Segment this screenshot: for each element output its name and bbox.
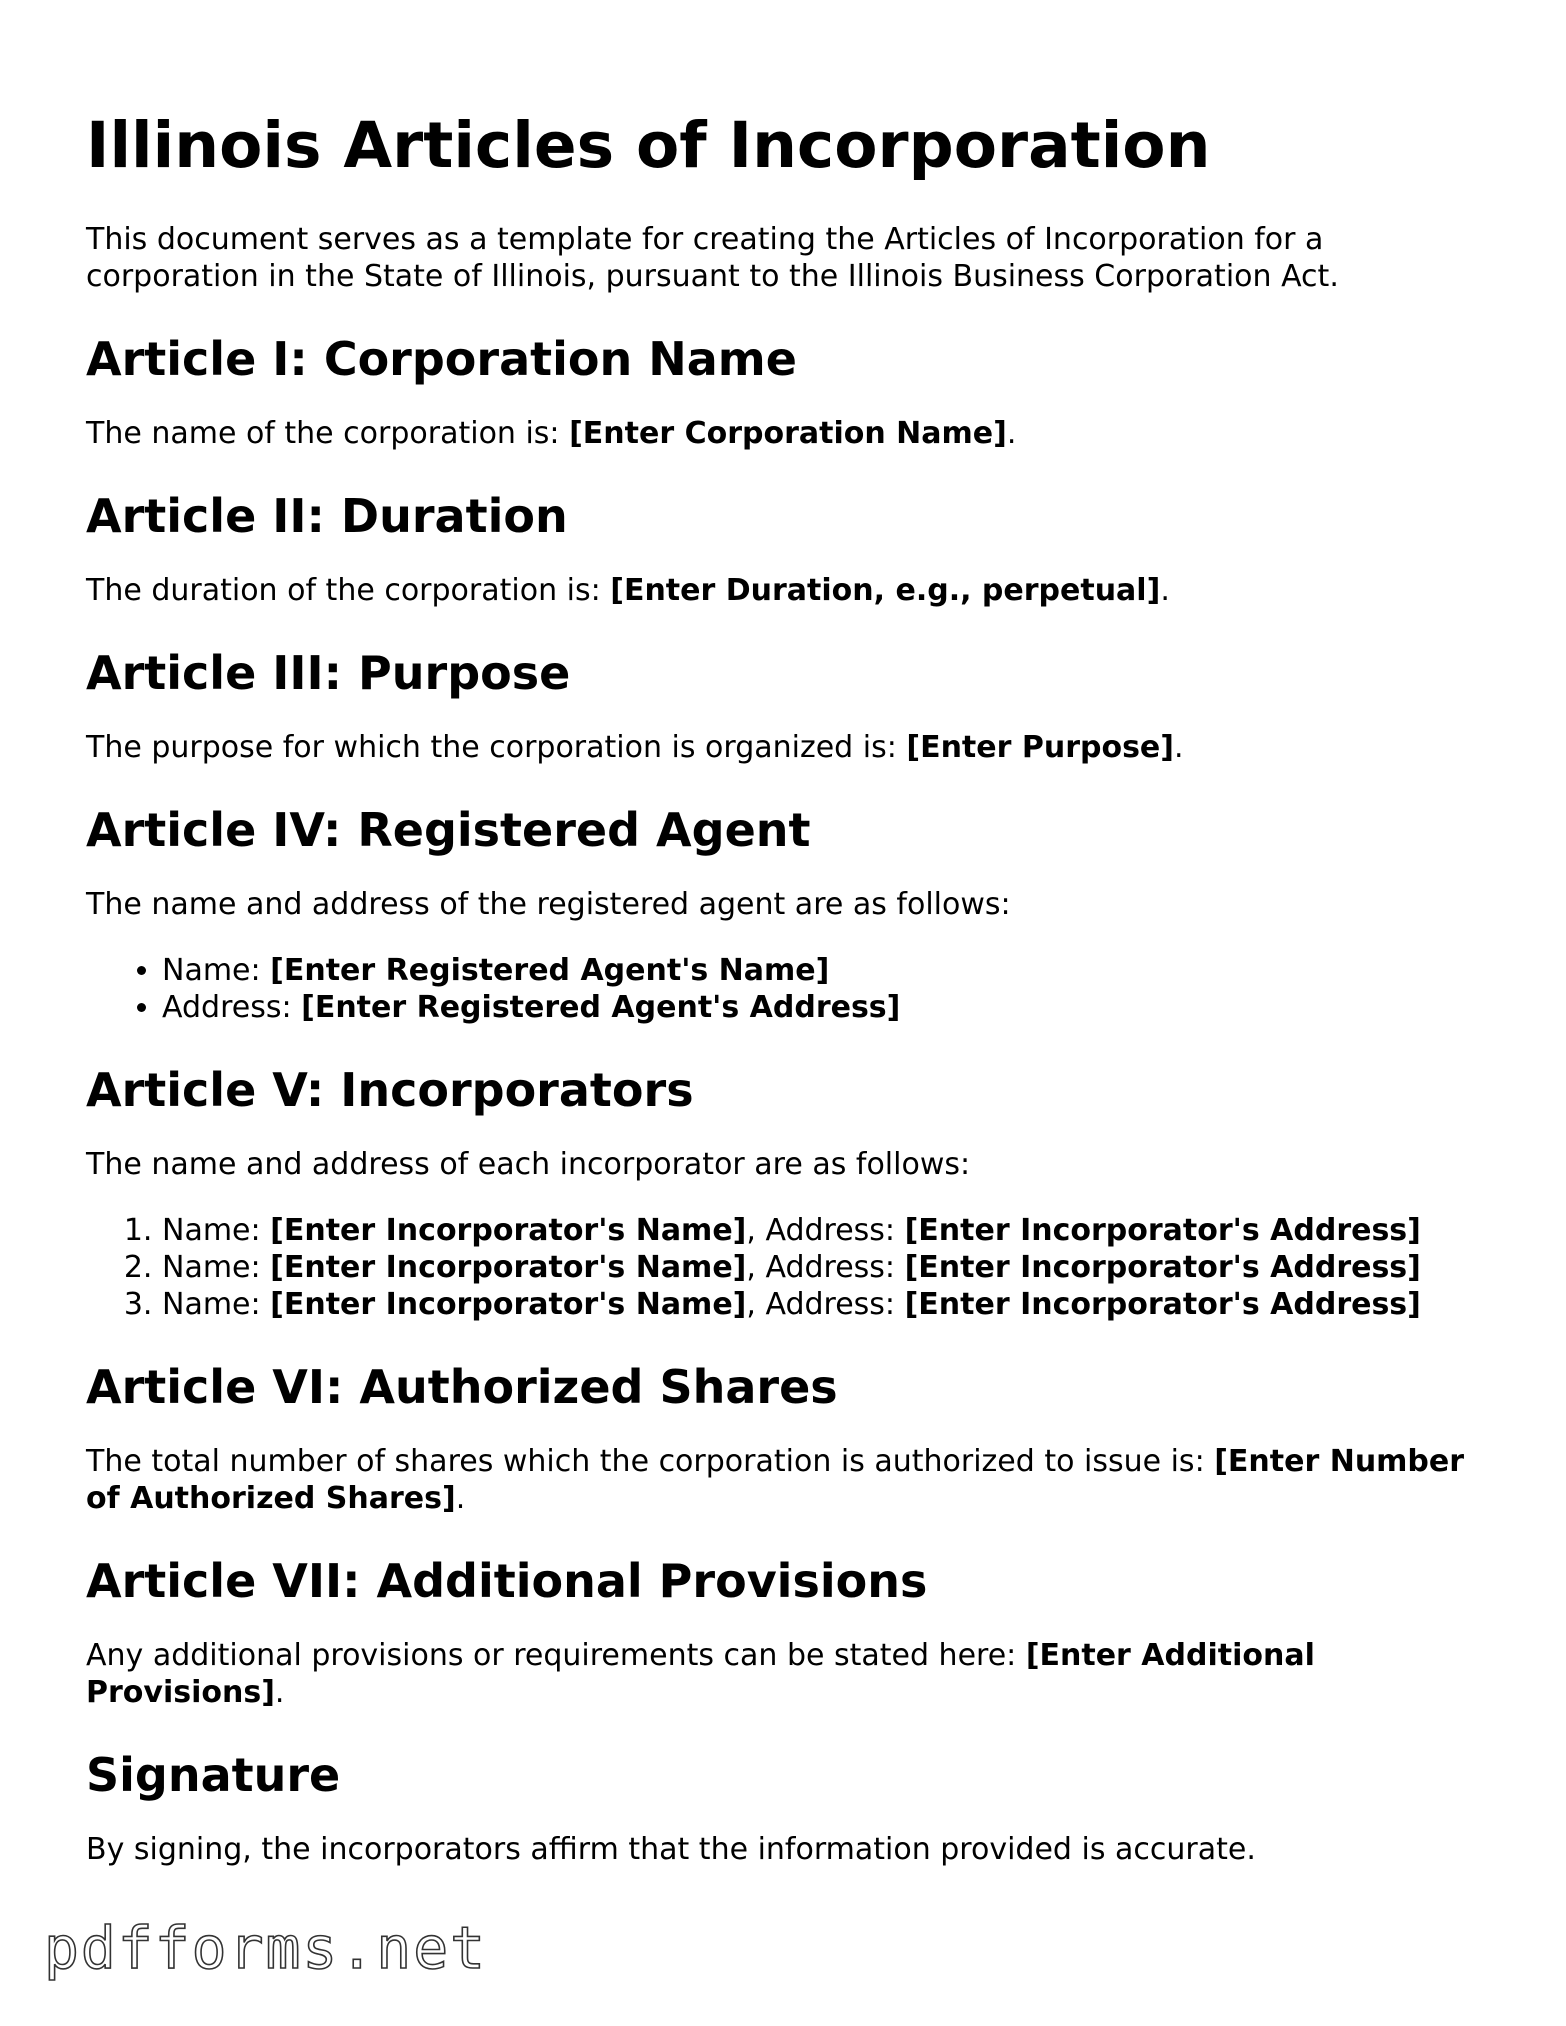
incorporator-name-placeholder: [Enter Incorporator's Name] [270,1213,747,1248]
article-5-heading: Article V: Incorporators [86,1063,694,1117]
article-4-paragraph: The name and address of the registered agent are as follows: [86,887,1011,922]
article-1-text: The name of the corporation is: [86,416,570,451]
document-title: Illinois Articles of Incorporation [86,109,1211,182]
article-2-paragraph: The duration of the corporation is: [Enter Duration, e.g., perpetual]. [86,573,1170,608]
article-4-heading: Article IV: Registered Agent [86,803,811,857]
list-item [162,952,1486,989]
article-7-text: Any additional provisions or requirements can be stated here: [86,1638,1026,1673]
list-item [162,1212,1486,1249]
incorporator-name-placeholder: [Enter Incorporator's Name] [270,1250,747,1285]
article-1-section [86,329,1486,452]
article-5-section [86,1060,1486,1323]
signature-heading: Signature [86,1748,341,1802]
watermark-logo: pdfforms.net [44,1914,488,1982]
purpose-placeholder: [Enter Purpose] [906,730,1174,765]
incorporator-address-placeholder: [Enter Incorporator's Address] [904,1287,1421,1322]
article-6-text: The total number of shares which the corporation is authorized to issue is: [86,1444,1215,1479]
signature-paragraph: By signing, the incorporators affirm that the information provided is accurate. [86,1832,1256,1867]
registered-agent-list [86,952,1486,1026]
agent-name-placeholder: [Enter Registered Agent's Name] [270,953,830,988]
incorporator-address-placeholder: [Enter Incorporator's Address] [904,1250,1421,1285]
article-3-section [86,643,1486,766]
incorporator-name-placeholder: [Enter Incorporator's Name] [270,1287,747,1322]
additional-provisions-placeholder: [Enter Additional Provisions] [86,1638,1315,1710]
article-6-heading: Article VI: Authorized Shares [86,1360,838,1414]
article-1-paragraph: The name of the corporation is: [Enter Corporation Name]. [86,416,1017,451]
intro-paragraph: This document serves as a template for creating the Articles of Incorporation for a corporation in the State of Illinois, pursuant to the Illinois Business Corporation Act. [86,222,1339,294]
incorporator-address-label: , Address: [746,1287,905,1322]
article-2-text: The duration of the corporation is: [86,573,611,608]
incorporator-address-label: , Address: [746,1250,905,1285]
corporation-name-placeholder: [Enter Corporation Name] [569,416,1007,451]
incorporator-name-label: Name: [162,1250,271,1285]
duration-placeholder: [Enter Duration, e.g., perpetual] [610,573,1161,608]
article-7-section [86,1551,1486,1711]
authorized-shares-placeholder: [Enter Number of Authorized Shares] [86,1444,1465,1516]
article-1-heading: Article I: Corporation Name [86,332,797,386]
list-item [162,1286,1486,1323]
article-7-heading: Article VII: Additional Provisions [86,1554,928,1608]
article-5-paragraph: The name and address of each incorporator are as follows: [86,1147,971,1182]
article-2-section [86,486,1486,609]
agent-address-label: Address: [162,990,302,1025]
incorporators-list [86,1212,1486,1323]
article-7-paragraph: Any additional provisions or requirements can be stated here: [Enter Additional Provisions]. [86,1638,1315,1710]
signature-section [86,1745,1486,1868]
article-3-heading: Article III: Purpose [86,646,571,700]
article-2-heading: Article II: Duration [86,489,568,543]
incorporator-name-label: Name: [162,1213,271,1248]
article-4-section [86,800,1486,1026]
article-3-text: The purpose for which the corporation is organized is: [86,730,907,765]
agent-name-label: Name: [162,953,271,988]
incorporator-address-label: , Address: [746,1213,905,1248]
list-item [162,989,1486,1026]
article-3-paragraph: The purpose for which the corporation is organized is: [Enter Purpose]. [86,730,1184,765]
article-6-section [86,1357,1486,1517]
incorporator-name-label: Name: [162,1287,271,1322]
incorporator-address-placeholder: [Enter Incorporator's Address] [904,1213,1421,1248]
document-page [86,105,1486,1902]
list-item [162,1249,1486,1286]
agent-address-placeholder: [Enter Registered Agent's Address] [301,990,901,1025]
article-6-paragraph: The total number of shares which the corporation is authorized to issue is: [Enter Number of Authorized Shares]. [86,1444,1465,1516]
